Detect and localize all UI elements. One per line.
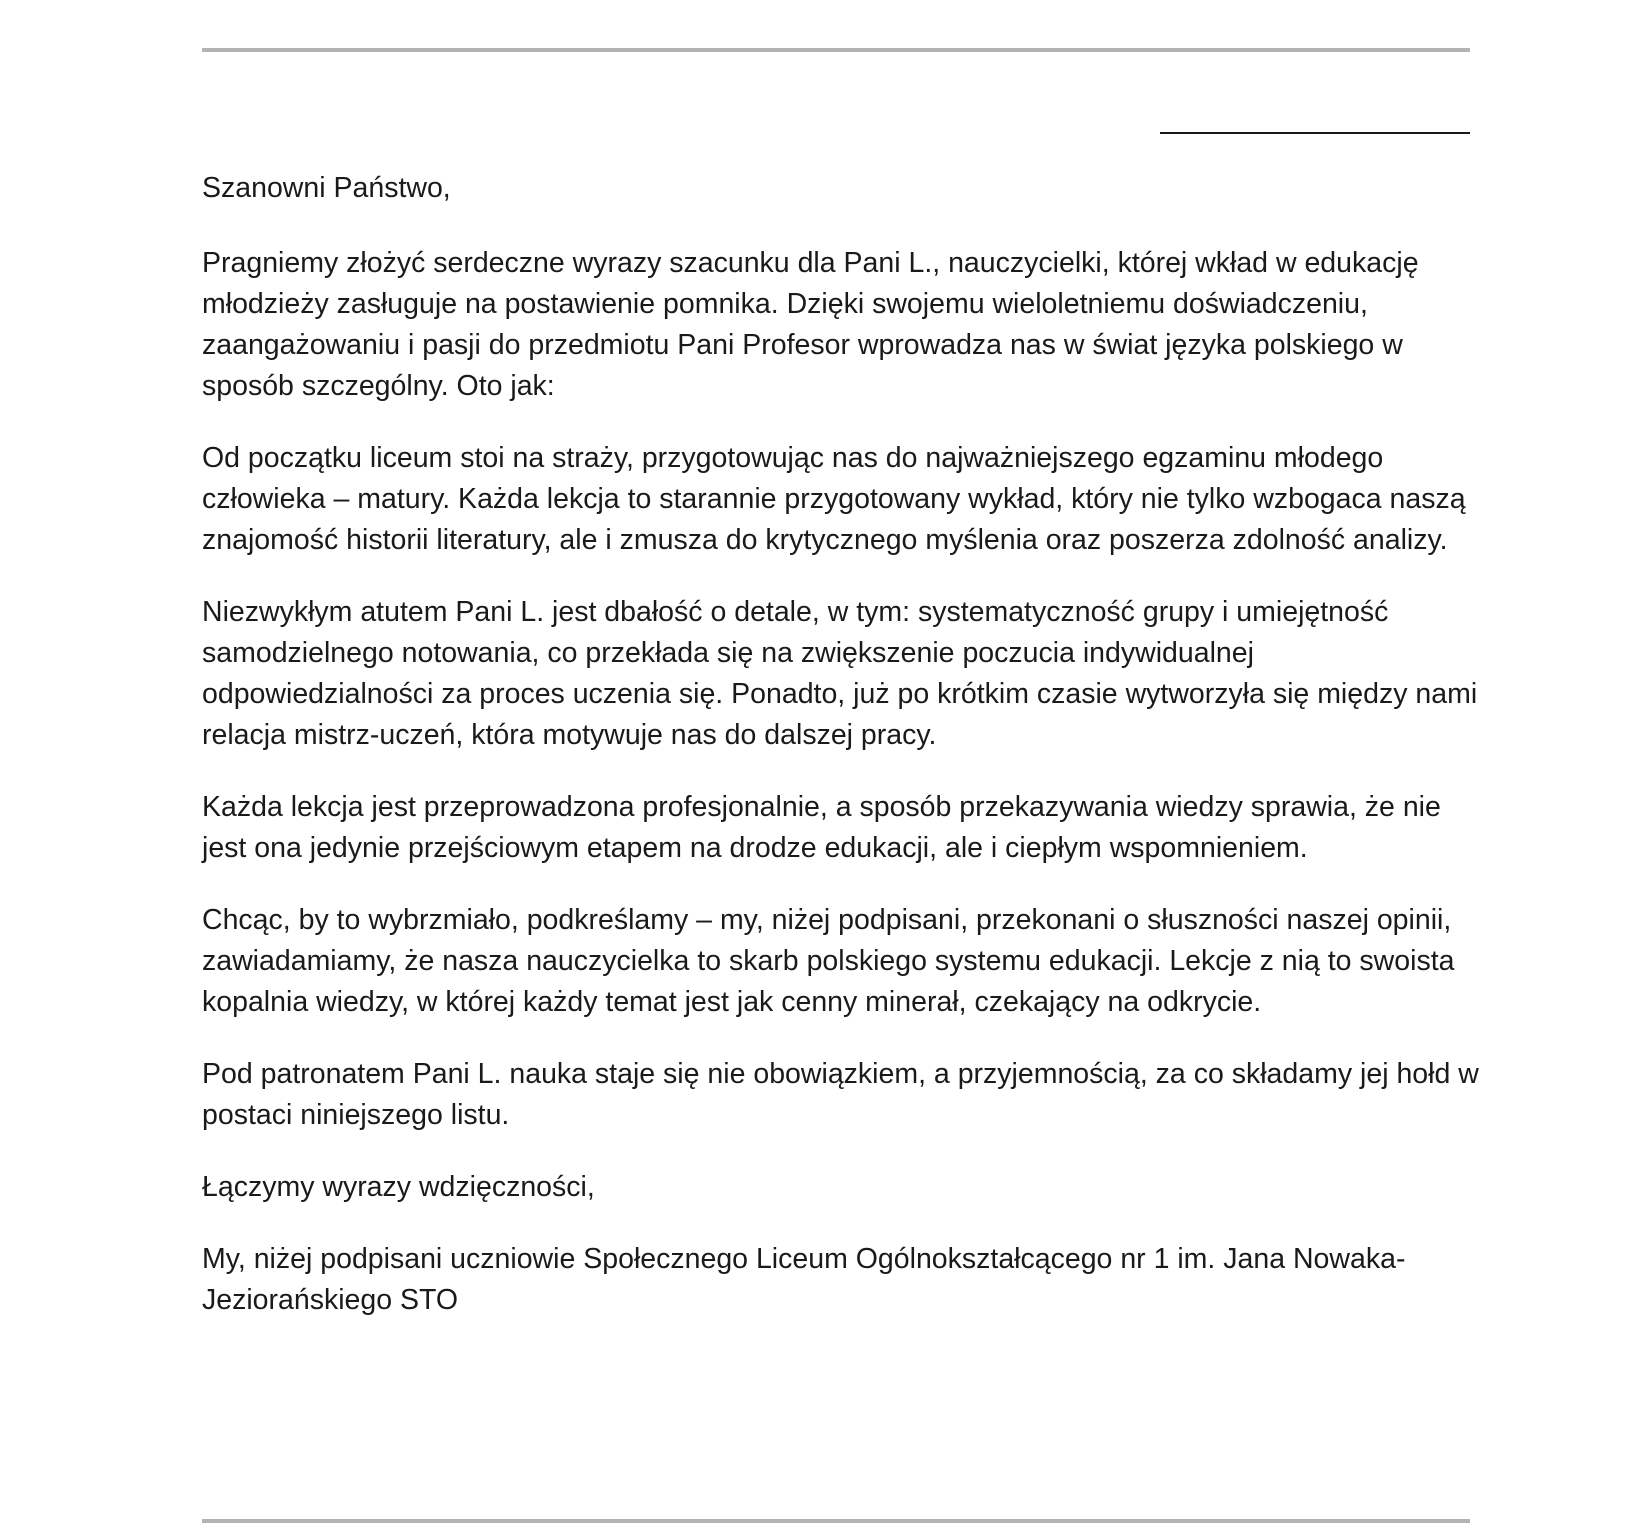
bottom-divider: [202, 1519, 1470, 1523]
closing: Łączymy wyrazy wdzięczności,: [202, 1171, 595, 1203]
signature: My, niżej podpisani uczniowie Społecznego Liceum Ogólnokształcącego nr 1 im. Jana Nowaka-Jeziorańskiego STO: [202, 1243, 1406, 1316]
paragraph-4: Każda lekcja jest przeprowadzona profesjonalnie, a sposób przekazywania wiedzy sprawia, że nie jest ona jedynie przejściowym etapem na drodze edukacji, ale i ciepłym wspomnieniem.: [202, 791, 1441, 864]
paragraph-5: Chcąc, by to wybrzmiało, podkreślamy – my, niżej podpisani, przekonani o słuszności naszej opinii, zawiadamiamy, że nasza nauczycielka to skarb polskiego systemu edukacji. Lekcje z nią to swoista kopalnia wiedzy, w której każdy temat jest jak cenny minerał, czekający na odkrycie.: [202, 904, 1455, 1018]
paragraph-3: Niezwykłym atutem Pani L. jest dbałość o detale, w tym: systematyczność grupy i umiejętność samodzielnego notowania, co przekłada się na zwiększenie poczucia indywidualnej odpowiedzialności za proces uczenia się. Ponadto, już po krótkim czasie wytworzyła się między nami relacja mistrz-uczeń, która motywuje nas do dalszej pracy.: [202, 596, 1478, 751]
letter-page: [202, 0, 1479, 1540]
salutation: Szanowni Państwo,: [202, 172, 451, 204]
letter-body: [202, 168, 1492, 1352]
top-divider: [202, 48, 1470, 52]
paragraph-2: Od początku liceum stoi na straży, przygotowując nas do najważniejszego egzaminu młodego człowieka – matury. Każda lekcja to starannie przygotowany wykład, który nie tylko wzbogaca naszą znajomość historii literatury, ale i zmusza do krytycznego myślenia oraz poszerza zdolność analizy.: [202, 442, 1466, 556]
paragraph-1: Pragniemy złożyć serdeczne wyrazy szacunku dla Pani L., nauczycielki, której wkład w edukację młodzieży zasługuje na postawienie pomnika. Dzięki swojemu wieloletniemu doświadczeniu, zaangażowaniu i pasji do przedmiotu Pani Profesor wprowadza nas w świat języka polskiego w sposób szczególny. Oto jak:: [202, 247, 1419, 402]
date-blank-line: [1160, 132, 1470, 134]
paragraph-6: Pod patronatem Pani L. nauka staje się nie obowiązkiem, a przyjemnością, za co składamy jej hołd w postaci niniejszego listu.: [202, 1058, 1479, 1131]
